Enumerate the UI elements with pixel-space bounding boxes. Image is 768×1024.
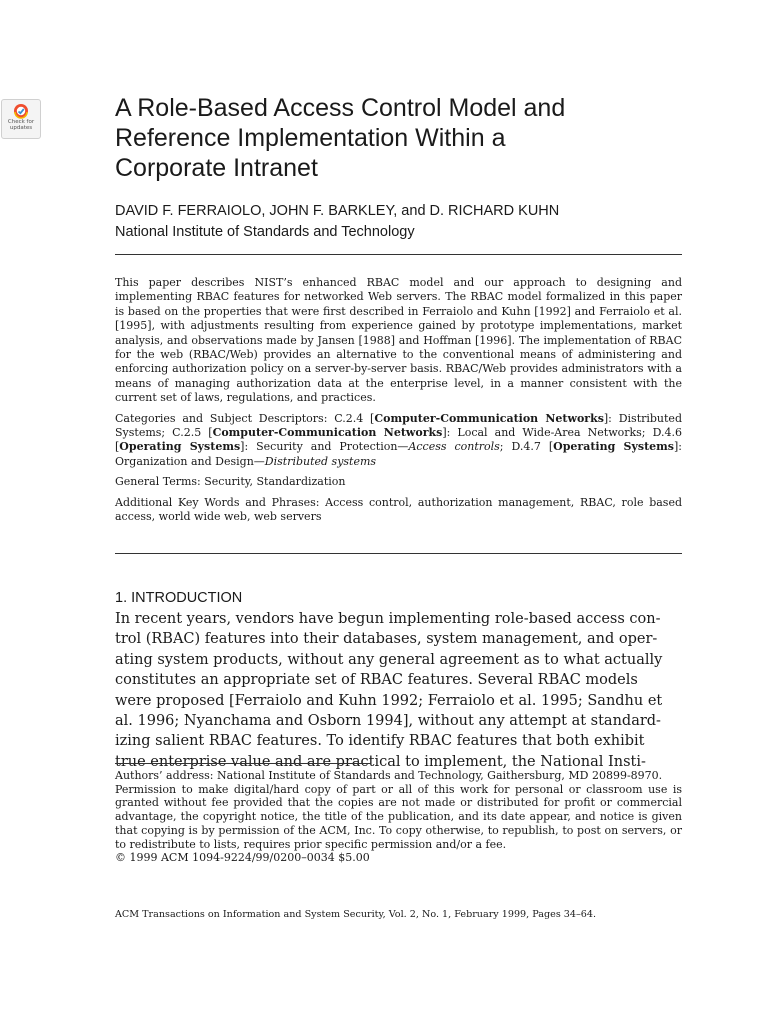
body-line: trol (RBAC) features into their databases, system management, and oper- — [115, 631, 658, 648]
body-line: true enterprise value and are practical to implement, the National Insti- — [115, 753, 646, 770]
body-line: al. 1996; Nyanchama and Osborn 1994], without any attempt at standard- — [115, 713, 661, 730]
title-line-2: Reference Implementation Within a — [115, 124, 506, 152]
copyright-line: © 1999 ACM 1094-9224/99/0200–0034 $5.00 — [115, 851, 370, 865]
body-line: ating system products, without any general agreement as to what actually — [115, 651, 663, 668]
badge-label-line1: Check for — [7, 119, 35, 125]
section-heading-introduction: 1. INTRODUCTION — [115, 590, 243, 606]
author-names: DAVID F. FERRAIOLO, JOHN F. BARKLEY, and D. RICHARD KUHN — [115, 203, 560, 219]
body-line: In recent years, vendors have begun implementing role-based access con- — [115, 611, 661, 627]
check-for-updates-badge[interactable] — [1, 99, 41, 139]
introduction-paragraph — [115, 609, 683, 772]
author-block — [115, 201, 675, 243]
check-for-updates-icon — [13, 103, 29, 119]
permission-notice: Permission to make digital/hard copy of part or all of this work for personal or classroom use is granted without fee provided that the copies are not made or distributed for profit or commercial advantage, the copyright notice, the title of the publication, and its date appear, and notice is given that copying is by permission of the ACM, Inc. To copy otherwise, to republish, to post on servers, or to redistribute to lists, requires prior specific permission and/or a fee. — [115, 782, 682, 851]
abstract-text: This paper describes NIST’s enhanced RBAC model and our approach to designing and implementing RBAC features for networked Web servers. The RBAC model formalized in this paper is based on the properties that were first described in Ferraiolo and Kuhn [1992] and Ferraiolo et al. [1995], with adjustments resulting from experience gained by prototype implementations, market analysis, and observations made by Jansen [1988] and Hoffman [1996]. The implementation of RBAC for the web (RBAC/Web) provides an alternative to the conventional means of administering and enforcing authorization policy on a server-by-server basis. RBAC/Web provides administrators with a means of managing authorization data at the enterprise level, in a manner consistent with the current set of laws, regulations, and practices. — [115, 276, 682, 405]
authors-address: Authors’ address: National Institute of Standards and Technology, Gaithersburg, MD 20899-8970. — [115, 769, 663, 782]
abstract-block — [115, 276, 682, 531]
journal-citation: ACM Transactions on Information and System Security, Vol. 2, No. 1, February 1999, Pages 34–64. — [115, 909, 597, 920]
badge-label-line2: updates — [9, 125, 33, 131]
author-affiliation: National Institute of Standards and Technology — [115, 224, 415, 240]
abstract-divider — [115, 553, 682, 554]
body-line: were proposed [Ferraiolo and Kuhn 1992; Ferraiolo et al. 1995; Sandhu et — [115, 692, 663, 709]
body-line: izing salient RBAC features. To identify RBAC features that both exhibit — [115, 733, 645, 750]
title-line-1: A Role-Based Access Control Model and — [115, 94, 566, 122]
keywords: Additional Key Words and Phrases: Access control, authorization management, RBAC, role based access, world wide web, web servers — [115, 495, 682, 524]
categories-descriptors: Categories and Subject Descriptors: C.2.4 [Computer-Communication Networks]: Distributed Systems; C.2.5 [Computer-Communication Networks]: Local and Wide-Area Networks; D.4.6 [Operating Systems]: Security and Protection—Access controls; D.4.7 [Operating Systems]: Organization and Design—Distributed systems — [115, 411, 682, 468]
body-line: constitutes an appropriate set of RBAC features. Several RBAC models — [115, 672, 638, 689]
footnote-block — [115, 769, 682, 865]
general-terms: General Terms: Security, Standardization — [115, 475, 346, 489]
footnote-divider — [115, 763, 371, 764]
header-divider — [115, 254, 682, 255]
paper-title — [115, 93, 715, 183]
title-line-3: Corporate Intranet — [115, 154, 318, 182]
